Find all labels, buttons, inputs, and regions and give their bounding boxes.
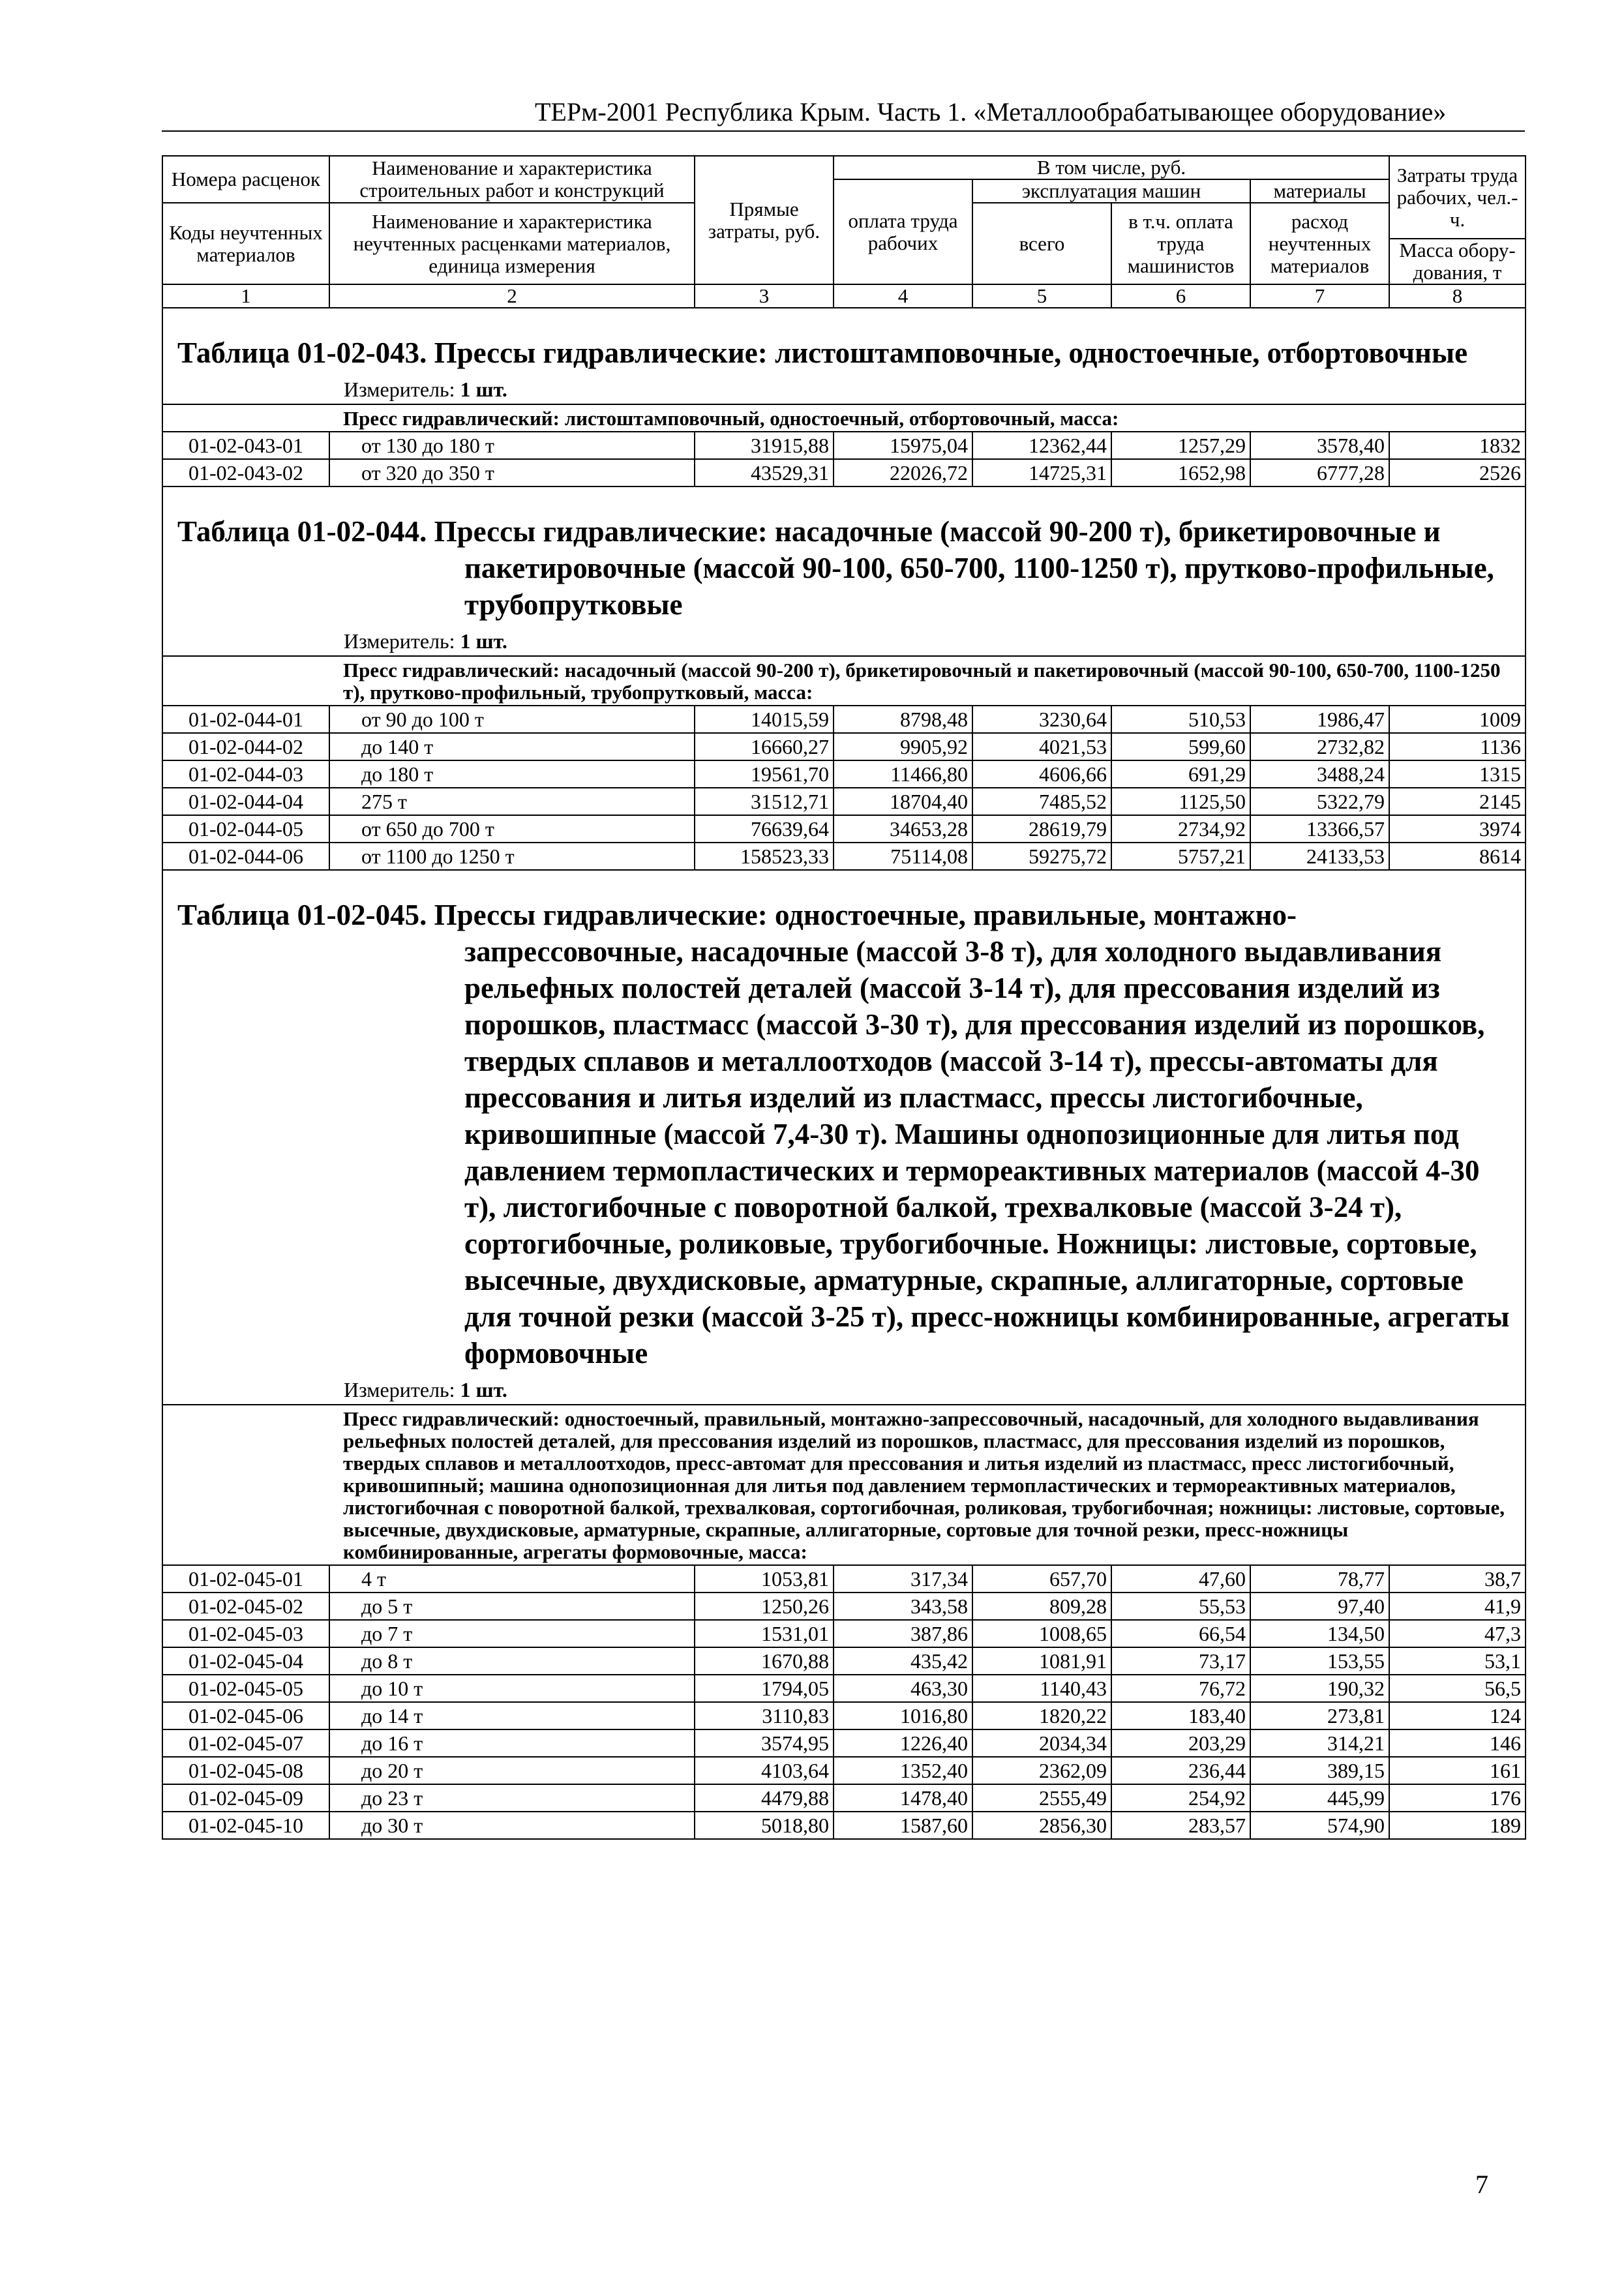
materials-cost: 24133,53 — [1250, 843, 1389, 870]
table-row — [162, 1647, 1526, 1675]
table-row — [162, 733, 1526, 760]
machinist-labor-cost: 283,57 — [1111, 1812, 1250, 1839]
section-title-cell — [162, 870, 1526, 1375]
machine-cost: 2856,30 — [972, 1812, 1111, 1839]
table-row — [162, 1729, 1526, 1757]
col-number: 1 — [162, 284, 329, 308]
direct-cost: 4103,64 — [695, 1757, 834, 1784]
labor-cost: 75114,08 — [834, 843, 972, 870]
machinist-labor-cost: 691,29 — [1111, 760, 1250, 788]
table-row — [162, 1675, 1526, 1702]
materials-cost: 273,81 — [1250, 1702, 1389, 1729]
labor-cost: 22026,72 — [834, 459, 972, 486]
labor-cost: 317,34 — [834, 1565, 972, 1593]
materials-cost: 3488,24 — [1250, 760, 1389, 788]
labor-cost: 387,86 — [834, 1620, 972, 1647]
rates-document — [162, 155, 1525, 1840]
table-row — [162, 432, 1526, 459]
col-number: 5 — [972, 284, 1111, 308]
labor-hours: 2526 — [1389, 459, 1526, 486]
rate-code: 01-02-043-02 — [162, 459, 329, 486]
rate-code: 01-02-045-06 — [162, 1702, 329, 1729]
section-subtitle: Пресс гидравлический: насадочный (массой 90-200 т), брикетировочный и пакетировочный (массой 90-100, 650-700, 1100-1250 т), прутково-профильный, трубопрутковый, масса: — [162, 656, 1526, 706]
materials-cost: 3578,40 — [1250, 432, 1389, 459]
section-subtitle-row — [162, 1405, 1526, 1565]
machinist-labor-cost: 1257,29 — [1111, 432, 1250, 459]
machinist-labor-cost: 203,29 — [1111, 1729, 1250, 1757]
machine-cost: 4606,66 — [972, 760, 1111, 788]
direct-cost: 43529,31 — [695, 459, 834, 486]
section-measure-row — [162, 375, 1526, 404]
rate-name: до 180 т — [329, 760, 695, 788]
materials-cost: 134,50 — [1250, 1620, 1389, 1647]
direct-cost: 158523,33 — [695, 843, 834, 870]
col-7-header: расход неучтенных материалов — [1250, 203, 1389, 284]
labor-cost: 9905,92 — [834, 733, 972, 760]
direct-cost: 1794,05 — [695, 1675, 834, 1702]
measure-value: 1 шт. — [460, 629, 507, 653]
section-measure-row — [162, 1375, 1526, 1405]
direct-cost: 3574,95 — [695, 1729, 834, 1757]
materials-header: материалы — [1250, 179, 1389, 203]
materials-cost: 389,15 — [1250, 1757, 1389, 1784]
labor-cost: 1478,40 — [834, 1784, 972, 1812]
col-number: 4 — [834, 284, 972, 308]
header-rule — [162, 130, 1525, 132]
measure-value: 1 шт. — [460, 378, 507, 401]
section-measure — [162, 1375, 1526, 1405]
materials-cost: 78,77 — [1250, 1565, 1389, 1593]
rate-code: 01-02-044-05 — [162, 815, 329, 843]
rate-name: от 320 до 350 т — [329, 459, 695, 486]
materials-cost: 1986,47 — [1250, 706, 1389, 733]
measure-label: Измеритель: — [344, 378, 455, 401]
machine-cost: 657,70 — [972, 1565, 1111, 1593]
labor-hours: 124 — [1389, 1702, 1526, 1729]
machine-cost: 2555,49 — [972, 1784, 1111, 1812]
machine-cost: 1008,65 — [972, 1620, 1111, 1647]
labor-hours: 1315 — [1389, 760, 1526, 788]
direct-cost: 76639,64 — [695, 815, 834, 843]
direct-cost: 5018,80 — [695, 1812, 834, 1839]
rate-code: 01-02-044-01 — [162, 706, 329, 733]
table-row — [162, 1620, 1526, 1647]
direct-cost: 31512,71 — [695, 788, 834, 815]
labor-hours: 8614 — [1389, 843, 1526, 870]
machinist-labor-cost: 73,17 — [1111, 1647, 1250, 1675]
col-5-header: всего — [972, 203, 1111, 284]
rate-code: 01-02-045-05 — [162, 1675, 329, 1702]
materials-cost: 2732,82 — [1250, 733, 1389, 760]
measure-label: Измеритель: — [344, 629, 455, 653]
col-1-top-header: Номера расценок — [162, 156, 329, 203]
col-8-top-header: Затраты труда рабочих, чел.-ч. — [1389, 156, 1526, 239]
machine-cost: 1140,43 — [972, 1675, 1111, 1702]
labor-cost: 1016,80 — [834, 1702, 972, 1729]
table-row — [162, 1702, 1526, 1729]
rate-code: 01-02-045-01 — [162, 1565, 329, 1593]
table-row — [162, 1812, 1526, 1839]
page-header: ТЕРм-2001 Республика Крым. Часть 1. «Металлообрабатывающее оборудование» — [535, 97, 1447, 127]
labor-hours: 176 — [1389, 1784, 1526, 1812]
labor-cost: 343,58 — [834, 1593, 972, 1620]
rate-name: до 30 т — [329, 1812, 695, 1839]
direct-cost: 1053,81 — [695, 1565, 834, 1593]
rate-name: до 7 т — [329, 1620, 695, 1647]
section-title-cell — [162, 308, 1526, 375]
col-8-bottom-header: Масса обору-дования, т — [1389, 239, 1526, 284]
machinist-labor-cost: 510,53 — [1111, 706, 1250, 733]
table-row — [162, 1565, 1526, 1593]
table-row — [162, 788, 1526, 815]
rate-code: 01-02-043-01 — [162, 432, 329, 459]
table-row — [162, 1593, 1526, 1620]
labor-cost: 1587,60 — [834, 1812, 972, 1839]
materials-cost: 13366,57 — [1250, 815, 1389, 843]
section-subtitle-row — [162, 656, 1526, 706]
materials-cost: 6777,28 — [1250, 459, 1389, 486]
machinist-labor-cost: 254,92 — [1111, 1784, 1250, 1812]
machinist-labor-cost: 66,54 — [1111, 1620, 1250, 1647]
rates-table — [162, 155, 1526, 1840]
rate-code: 01-02-044-02 — [162, 733, 329, 760]
rate-code: 01-02-045-03 — [162, 1620, 329, 1647]
section-measure — [162, 375, 1526, 404]
col-number: 3 — [695, 284, 834, 308]
table-row — [162, 1757, 1526, 1784]
rate-code: 01-02-044-06 — [162, 843, 329, 870]
rate-code: 01-02-045-08 — [162, 1757, 329, 1784]
section-subtitle: Пресс гидравлический: одностоечный, правильный, монтажно-запрессовочный, насадочный, для холодного выдавливания рельефных полостей деталей, для прессования изделий из порошков, пластмасс, для прессования изделий из порошков, твердых сплавов и металлоотходов, пресс-автомат для прессования и литья изделий из пластмасс, пресс листогибочный, кривошипный; машина однопозиционная для литья под давлением термопластических и термореактивных материалов, листогибочная с поворотной балкой, трехвалковая, сортогибочная, роликовая, трубогибочная; ножницы: листовые, сортовые, высечные, двухдисковые, арматурные, скрапные, аллигаторные, сортовые для точной резки, пресс-ножницы комбинированные, агрегаты формовочные, масса: — [162, 1405, 1526, 1565]
machine-cost: 12362,44 — [972, 432, 1111, 459]
section-title: Таблица 01-02-045. Прессы гидравлические: одностоечные, правильные, монтажно-запрессовочные, насадочные (массой 3-8 т), для холодного выдавливания рельефных полостей деталей (массой 3-14 т), для прессования изделий из порошков, пластмасс (массой 3-30 т), для прессования изделий из порошков, твердых сплавов и металлоотходов (массой 3-14 т), прессы-автоматы для прессования и литья изделий из пластмасс, прессы листогибочные, кривошипные (массой 7,4-30 т). Машины однопозиционные для литья под давлением термопластических и термореактивных материалов (массой 4-30 т), листогибочные с поворотной балкой, трехвалковые (массой 3-24 т), сортогибочные, роликовые, трубогибочные. Ножницы: листовые, сортовые, высечные, двухдисковые, арматурные, скрапные, аллигаторные, сортовые для точной резки (массой 3-25 т), пресс-ножницы комбинированные, агрегаты формовочные — [177, 899, 1510, 1369]
labor-hours: 56,5 — [1389, 1675, 1526, 1702]
labor-hours: 1832 — [1389, 432, 1526, 459]
materials-cost: 445,99 — [1250, 1784, 1389, 1812]
machinist-labor-cost: 55,53 — [1111, 1593, 1250, 1620]
direct-cost: 1250,26 — [695, 1593, 834, 1620]
labor-cost: 435,42 — [834, 1647, 972, 1675]
table-row — [162, 1784, 1526, 1812]
col-2-bottom-header: Наименование и характеристика неучтенных расценками материалов, единица измерения — [329, 203, 695, 284]
materials-cost: 153,55 — [1250, 1647, 1389, 1675]
rate-code: 01-02-045-10 — [162, 1812, 329, 1839]
machinist-labor-cost: 1652,98 — [1111, 459, 1250, 486]
labor-hours: 189 — [1389, 1812, 1526, 1839]
rate-name: от 90 до 100 т — [329, 706, 695, 733]
machinist-labor-cost: 1125,50 — [1111, 788, 1250, 815]
materials-cost: 190,32 — [1250, 1675, 1389, 1702]
labor-hours: 2145 — [1389, 788, 1526, 815]
section-measure — [162, 627, 1526, 656]
direct-cost: 31915,88 — [695, 432, 834, 459]
labor-cost: 463,30 — [834, 1675, 972, 1702]
direct-cost: 19561,70 — [695, 760, 834, 788]
machinist-labor-cost: 76,72 — [1111, 1675, 1250, 1702]
rate-name: до 20 т — [329, 1757, 695, 1784]
rate-name: от 130 до 180 т — [329, 432, 695, 459]
col-4-header: оплата труда рабочих — [834, 179, 972, 284]
table-row — [162, 843, 1526, 870]
section-title: Таблица 01-02-043. Прессы гидравлические: листоштамповочные, одностоечные, отбортовочные — [177, 337, 1468, 369]
labor-hours: 146 — [1389, 1729, 1526, 1757]
col-number: 2 — [329, 284, 695, 308]
incl-header: В том числе, руб. — [834, 156, 1389, 179]
table-row — [162, 815, 1526, 843]
rate-name: до 16 т — [329, 1729, 695, 1757]
direct-cost: 1670,88 — [695, 1647, 834, 1675]
machinist-labor-cost: 599,60 — [1111, 733, 1250, 760]
machinist-labor-cost: 47,60 — [1111, 1565, 1250, 1593]
rate-code: 01-02-045-07 — [162, 1729, 329, 1757]
direct-cost: 16660,27 — [695, 733, 834, 760]
machine-cost: 28619,79 — [972, 815, 1111, 843]
labor-cost: 8798,48 — [834, 706, 972, 733]
labor-hours: 41,9 — [1389, 1593, 1526, 1620]
direct-cost: 14015,59 — [695, 706, 834, 733]
rate-code: 01-02-045-04 — [162, 1647, 329, 1675]
labor-hours: 161 — [1389, 1757, 1526, 1784]
machine-cost: 4021,53 — [972, 733, 1111, 760]
materials-cost: 97,40 — [1250, 1593, 1389, 1620]
labor-hours: 1136 — [1389, 733, 1526, 760]
rate-name: до 10 т — [329, 1675, 695, 1702]
rate-name: до 23 т — [329, 1784, 695, 1812]
machine-cost: 1820,22 — [972, 1702, 1111, 1729]
table-row — [162, 706, 1526, 733]
labor-cost: 1226,40 — [834, 1729, 972, 1757]
col-1-bottom-header: Коды неучтенных материалов — [162, 203, 329, 284]
machine-cost: 2034,34 — [972, 1729, 1111, 1757]
direct-cost: 3110,83 — [695, 1702, 834, 1729]
materials-cost: 5322,79 — [1250, 788, 1389, 815]
section-title-row — [162, 870, 1526, 1375]
labor-hours: 3974 — [1389, 815, 1526, 843]
labor-cost: 34653,28 — [834, 815, 972, 843]
labor-cost: 11466,80 — [834, 760, 972, 788]
rate-code: 01-02-044-03 — [162, 760, 329, 788]
materials-cost: 314,21 — [1250, 1729, 1389, 1757]
rate-code: 01-02-044-04 — [162, 788, 329, 815]
col-6-header: в т.ч. оплата труда машинистов — [1111, 203, 1250, 284]
labor-hours: 1009 — [1389, 706, 1526, 733]
section-subtitle: Пресс гидравлический: листоштамповочный, одностоечный, отбортовочный, масса: — [162, 404, 1526, 432]
machinist-labor-cost: 183,40 — [1111, 1702, 1250, 1729]
machine-cost: 3230,64 — [972, 706, 1111, 733]
machine-cost: 1081,91 — [972, 1647, 1111, 1675]
rate-name: 4 т — [329, 1565, 695, 1593]
col-2-top-header: Наименование и характеристика строительных работ и конструкций — [329, 156, 695, 203]
col-number: 6 — [1111, 284, 1250, 308]
table-row — [162, 459, 1526, 486]
machine-cost: 14725,31 — [972, 459, 1111, 486]
rate-name: до 5 т — [329, 1593, 695, 1620]
measure-value: 1 шт. — [460, 1378, 507, 1401]
rate-name: от 1100 до 1250 т — [329, 843, 695, 870]
section-measure-row — [162, 627, 1526, 656]
rate-name: до 8 т — [329, 1647, 695, 1675]
machine-cost: 59275,72 — [972, 843, 1111, 870]
machinist-labor-cost: 236,44 — [1111, 1757, 1250, 1784]
direct-cost: 4479,88 — [695, 1784, 834, 1812]
machines-header: эксплуатация машин — [972, 179, 1250, 203]
rate-name: до 14 т — [329, 1702, 695, 1729]
machine-cost: 7485,52 — [972, 788, 1111, 815]
rate-name: от 650 до 700 т — [329, 815, 695, 843]
labor-cost: 15975,04 — [834, 432, 972, 459]
table-row — [162, 760, 1526, 788]
labor-hours: 47,3 — [1389, 1620, 1526, 1647]
col-number: 7 — [1250, 284, 1389, 308]
section-subtitle-row — [162, 404, 1526, 432]
section-title-cell — [162, 486, 1526, 627]
labor-hours: 38,7 — [1389, 1565, 1526, 1593]
rate-code: 01-02-045-02 — [162, 1593, 329, 1620]
direct-cost: 1531,01 — [695, 1620, 834, 1647]
machinist-labor-cost: 2734,92 — [1111, 815, 1250, 843]
machine-cost: 809,28 — [972, 1593, 1111, 1620]
col-3-header: Прямые затраты, руб. — [695, 156, 834, 284]
rate-name: 275 т — [329, 788, 695, 815]
measure-label: Измеритель: — [344, 1378, 455, 1401]
labor-hours: 53,1 — [1389, 1647, 1526, 1675]
rate-code: 01-02-045-09 — [162, 1784, 329, 1812]
labor-cost: 18704,40 — [834, 788, 972, 815]
section-title-row — [162, 308, 1526, 375]
materials-cost: 574,90 — [1250, 1812, 1389, 1839]
labor-cost: 1352,40 — [834, 1757, 972, 1784]
page-number: 7 — [1475, 2170, 1488, 2199]
rate-name: до 140 т — [329, 733, 695, 760]
col-number: 8 — [1389, 284, 1526, 308]
section-title-row — [162, 486, 1526, 627]
machine-cost: 2362,09 — [972, 1757, 1111, 1784]
machinist-labor-cost: 5757,21 — [1111, 843, 1250, 870]
section-title: Таблица 01-02-044. Прессы гидравлические: насадочные (массой 90-200 т), брикетировочные и пакетировочные (массой 90-100, 650-700, 1100-1250 т), прутково-профильные, трубопрутковые — [177, 515, 1494, 621]
